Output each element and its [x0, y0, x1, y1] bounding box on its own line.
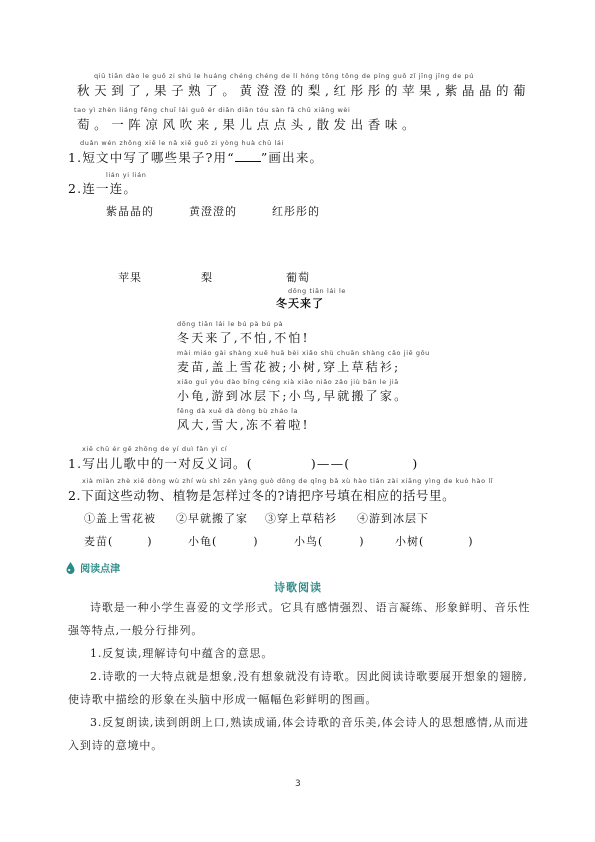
passage1-line2: 萄。一阵凉风吹来,果儿点点头,散发出香味。 [77, 117, 420, 132]
q2-pinyin: lián yi lián [106, 171, 147, 179]
poem-line2-pinyin: mài miáo gài shàng xuě huā bèi xiǎo shù chuān shàng cǎo jiē gǒu [177, 349, 430, 357]
guide-paragraph-1: 诗歌是一种小学生喜爱的文学形式。它具有感情强烈、语言凝练、形象鲜明、音乐性强等特点,一般分行排列。 [68, 601, 531, 637]
q3-pinyin: xiě chū ér gē zhōng de yí duì fǎn yì cí [82, 445, 228, 453]
q1-text: 1.短文中写了哪些果子?用“ [68, 150, 235, 165]
q4-close: ) [147, 535, 153, 548]
q4-option-1: ①盖上雪花被 [84, 512, 156, 525]
poem-line3-pinyin: xiǎo guī yóu dào bīng céng xià xiǎo niǎo zǎo jiù bān le jiā [177, 378, 399, 386]
q4-close: ) [253, 535, 259, 548]
q4-answer-xiaogui[interactable] [188, 533, 259, 549]
q1-pinyin: duǎn wén zhōng xiě le nǎ xiē guǒ zi yòng huà chū lái [80, 139, 284, 147]
guide-body [68, 596, 534, 757]
q4-close: ) [359, 535, 365, 548]
q3-end: ) [412, 456, 419, 471]
poem-line2: 麦苗,盖上雪花被;小树,穿上草秸衫; [177, 360, 401, 374]
q4-answer-label: 麦苗( [84, 535, 114, 548]
poem-title-pinyin: dōng tiān lái le [288, 287, 347, 295]
match-top-3[interactable]: 红彤彤的 [272, 205, 320, 218]
match-bottom-3[interactable]: 葡萄 [286, 271, 310, 284]
section-header [66, 557, 120, 576]
q4-answer-label: 小树( [395, 535, 425, 548]
q3-mid: )——( [310, 456, 351, 471]
match-top-2[interactable]: 黄澄澄的 [189, 205, 237, 218]
q2-text: 2.连一连。 [68, 181, 138, 196]
q4-pinyin: xià miàn zhè xiē dòng wù zhí wù shì zěn yàng guò dōng de qǐng bǎ xù hào tián zài xiāng yìng de kuò hào lǐ [82, 477, 494, 485]
q4-answer-xiaoshu[interactable] [395, 533, 474, 549]
q3-text: 1.写出儿歌中的一对反义词。( [68, 456, 253, 471]
poem-line4: 风大,雪大,冻不着啦! [177, 418, 310, 432]
q4-option-3: ③穿上草秸衫 [265, 512, 337, 525]
passage1-line1-pinyin: qiū tiān dào le guǒ zi shú le huáng chéng chéng de lí hóng tōng tōng de píng guǒ zǐ jīng jīng de pú [94, 72, 474, 80]
q4-option-2: ②早就搬了家 [176, 512, 248, 525]
passage1-line1: 秋天到了,果子熟了。黄澄澄的梨,红彤彤的苹果,紫晶晶的葡 [77, 83, 531, 98]
page-number: 3 [295, 779, 301, 789]
match-bottom-2[interactable]: 梨 [201, 271, 213, 284]
guide-paragraph-4: 3.反复朗读,读到朗朗上口,熟读成诵,体会诗歌的音乐美,体会诗人的思想感情,从而进入到诗的意境中。 [68, 716, 529, 752]
passage1-line2-pinyin: tao yì zhèn liáng fēng chuī lái guǒ ér diǎn diǎn tóu sàn fā chū xiāng wèi [74, 106, 351, 114]
guide-paragraph-2: 1.反复读,理解诗句中蕴含的意思。 [90, 647, 274, 660]
drop-icon [66, 562, 75, 574]
poem-title: 冬天来了 [276, 297, 324, 310]
match-bottom-1[interactable]: 苹果 [118, 271, 142, 284]
poem-line3: 小龟,游到冰层下;小鸟,早就搬了家。 [177, 389, 409, 403]
q4-answer-xiaoniao[interactable] [294, 533, 365, 549]
poem-line1-pinyin: dōng tiān lái le bú pà bú pà [177, 320, 284, 328]
q4-answer-maimiao[interactable] [84, 533, 153, 549]
section-label: 阅读点津 [80, 564, 121, 575]
guide-paragraph-3: 2.诗歌的一大特点就是想象,没有想象就没有诗歌。因此阅读诗歌要展开想象的翅膀,使诗歌中描绘的形象在头脑中形成一幅幅色彩鲜明的图画。 [68, 670, 528, 706]
q4-close: ) [468, 535, 474, 548]
q4-answer-label: 小龟( [188, 535, 218, 548]
q1-text-end: ”画出来。 [260, 150, 324, 165]
poem-line4-pinyin: fēng dà xuě dà dòng bù zháo la [177, 407, 299, 415]
q3-question [68, 454, 418, 472]
match-top-1[interactable]: 紫晶晶的 [106, 205, 154, 218]
q1-underline-sample [235, 161, 261, 162]
q4-option-4: ④游到冰层下 [357, 512, 429, 525]
q4-answer-label: 小鸟( [294, 535, 324, 548]
poem-line1: 冬天来了,不怕,不怕! [177, 331, 310, 345]
q1-question [68, 148, 323, 166]
q4-text: 2.下面这些动物、植物是怎样过冬的?请把序号填在相应的括号里。 [68, 488, 456, 503]
guide-title: 诗歌阅读 [274, 581, 322, 594]
